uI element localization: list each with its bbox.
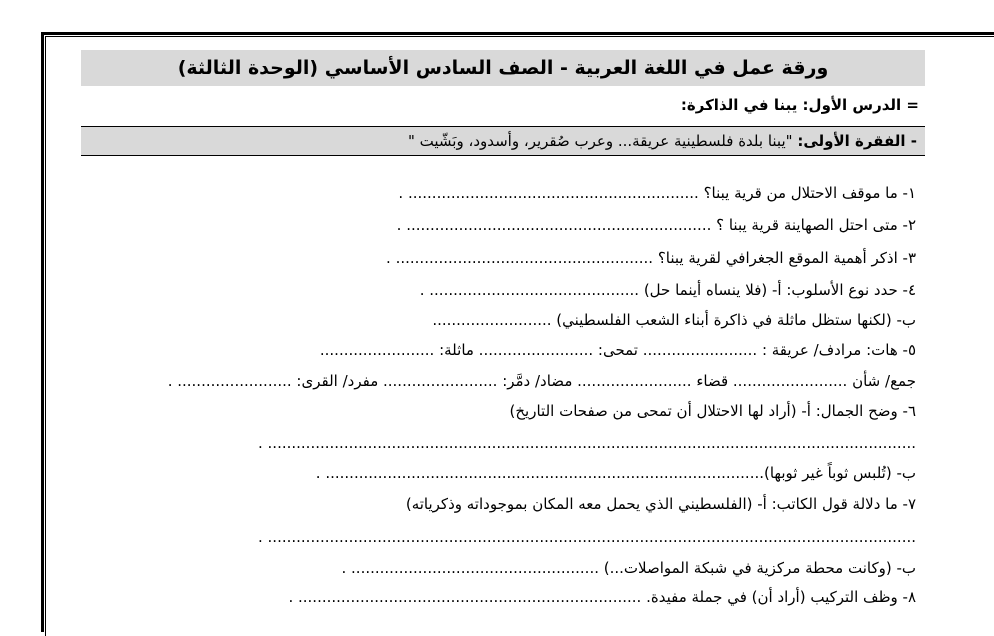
paragraph-label: - الفقرة الأولى: — [797, 132, 917, 150]
question-8: ٨- وظف التركيب (أراد أن) في جملة مفيدة. ........................................................................ . — [288, 588, 916, 606]
question-7a-answer-line: ........................................................................................................................................ . — [258, 528, 916, 546]
question-7a: ٧- ما دلالة قول الكاتب: أ- (الفلسطيني الذي يحمل معه المكان بموجوداته وذكرياته) — [405, 495, 916, 513]
question-3: ٣- اذكر أهمية الموقع الجغرافي لقرية يبنا؟ ...................................................... . — [386, 249, 916, 267]
question-6b: ب- (تُلبس ثوباً غير ثوبها)............................................................................................ . — [315, 464, 916, 482]
paragraph-bar — [81, 126, 925, 156]
question-7b: ب- (وكانت محطة مركزية في شبكة المواصلات...) .................................................... . — [341, 559, 916, 577]
worksheet-title-bar — [81, 50, 925, 86]
question-6a: ٦- وضح الجمال: أ- (أراد لها الاحتلال أن تمحى من صفحات التاريخ) — [509, 402, 916, 420]
question-4b: ب- (لكنها ستظل ماثلة في ذاكرة أبناء الشعب الفلسطيني) ......................... — [432, 311, 916, 329]
question-5a: ٥- هات: مرادف/ عريقة : ........................ تمحى: ........................ ماثلة: ........................ — [319, 341, 916, 359]
question-1: ١- ما موقف الاحتلال من قرية يبنا؟ ............................................................. . — [398, 184, 916, 202]
paragraph-text: "يبنا بلدة فلسطينية عريقة... وعرب صُقرير، وأسدود، وبَشّيت " — [407, 132, 793, 150]
paragraph-line — [408, 132, 917, 150]
question-4a: ٤- حدد نوع الأسلوب: أ- (فلا ينساه أينما حل) ............................................ . — [419, 281, 916, 299]
worksheet-title: ورقة عمل في اللغة العربية - الصف السادس الأساسي (الوحدة الثالثة) — [177, 57, 829, 79]
lesson-heading: = الدرس الأول: يبنا في الذاكرة: — [680, 96, 919, 114]
question-5b: جمع/ شأن ........................ قضاء ........................ مضاد/ دمَّر: ........................ مفرد/ القرى: ........................ . — [167, 372, 916, 390]
question-6a-answer-line: ........................................................................................................................................ . — [258, 434, 916, 452]
question-2: ٢- متى احتل الصهاينة قرية يبنا ؟ ................................................................ . — [396, 216, 916, 234]
